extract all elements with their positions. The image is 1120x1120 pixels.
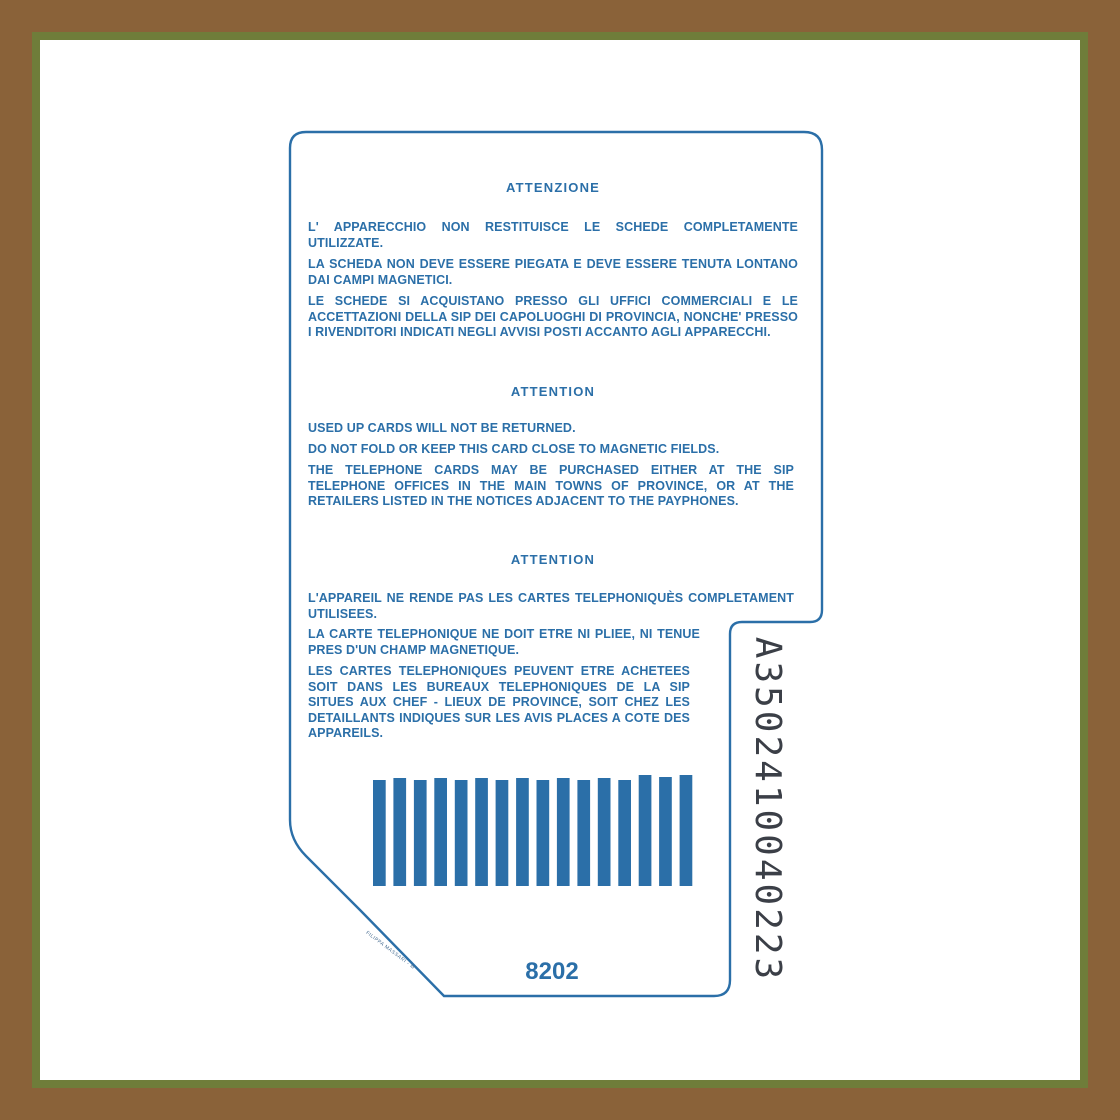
card-number: 8202: [525, 958, 579, 985]
barcode-bar: [496, 780, 509, 886]
italian-paragraph-2: LA SCHEDA NON DEVE ESSERE PIEGATA E DEVE ESSERE TENUTA LONTANO DAI CAMPI MAGNETICI.: [308, 257, 798, 287]
barcode-bar: [414, 780, 427, 886]
french-paragraph-3: LES CARTES TELEPHONIQUES PEUVENT ETRE ACHETEES SOIT DANS LES BUREAUX TELEPHONIQUES DE LA SIP SITUES AUX CHEF - LIEUX DE PROVINCE, SOIT CHEZ LES DETAILLANTS INDIQUES SUR LES AVIS PLACES A COTE DES APPAREILS.: [308, 664, 690, 740]
barcode-bar: [639, 775, 652, 886]
barcode-bar: [537, 780, 550, 886]
serial-number-text: A3502410040223: [747, 636, 789, 982]
serial-number: [738, 628, 798, 990]
barcode-bar: [373, 780, 386, 886]
barcode-bar: [557, 778, 570, 886]
french-paragraph-1: L'APPAREIL NE RENDE PAS LES CARTES TELEPHONIQUÈS COMPLETAMENT UTILISEES.: [308, 591, 794, 621]
barcode-bar: [475, 778, 488, 886]
barcode-bar: [598, 778, 611, 886]
italian-paragraph-1: L' APPARECCHIO NON RESTITUISCE LE SCHEDE COMPLETAMENTE UTILIZZATE.: [308, 220, 798, 250]
barcode-bar: [618, 780, 631, 886]
barcode-bar: [434, 778, 447, 886]
barcode-bar: [516, 778, 529, 886]
english-paragraph-1: USED UP CARDS WILL NOT BE RETURNED.: [308, 421, 576, 435]
english-paragraph-2: DO NOT FOLD OR KEEP THIS CARD CLOSE TO MAGNETIC FIELDS.: [308, 442, 720, 456]
printer-imprint: FILIPPA MASSARI - M: [364, 930, 416, 971]
italian-paragraph-3: LE SCHEDE SI ACQUISTANO PRESSO GLI UFFICI COMMERCIALI E LE ACCETTAZIONI DELLA SIP DEI CAPOLUOGHI DI PROVINCIA, NONCHE' PRESSO I RIVENDITORI INDICATI NEGLI AVVISI POSTI ACCANTO AGLI APPARECCHI.: [308, 294, 798, 339]
english-heading: ATTENTION: [510, 384, 596, 399]
french-heading: ATTENTION: [510, 552, 596, 567]
italian-heading: ATTENZIONE: [505, 180, 601, 195]
barcode-bar: [659, 777, 672, 886]
barcode-bar: [393, 778, 406, 886]
english-paragraph-3: THE TELEPHONE CARDS MAY BE PURCHASED EITHER AT THE SIP TELEPHONE OFFICES IN THE MAIN TOWNS OF PROVINCE, OR AT THE RETAILERS LISTED IN THE NOTICES ADJACENT TO THE PAYPHONES.: [308, 463, 794, 508]
barcode-bar: [680, 775, 693, 886]
french-paragraph-2: LA CARTE TELEPHONIQUE NE DOIT ETRE NI PLIEE, NI TENUE PRES D'UN CHAMP MAGNETIQUE.: [308, 627, 700, 657]
barcode-bar: [577, 780, 590, 886]
barcode: [373, 775, 692, 886]
barcode-bar: [455, 780, 468, 886]
